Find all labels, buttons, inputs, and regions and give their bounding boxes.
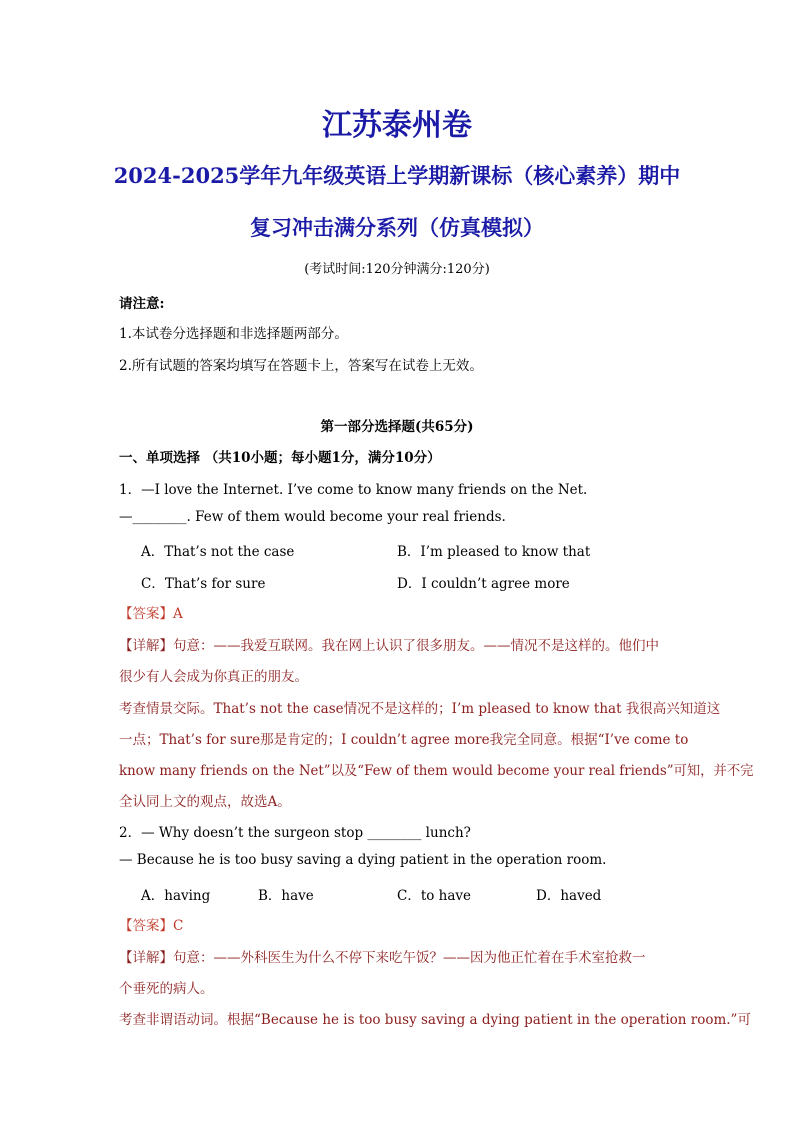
q1-explanation-line3: know many friends on the Net”以及“Few of them would become your real friends”可知，并不完 [119, 763, 754, 779]
section1-heading: 一、单项选择 （共10小题；每小题1分，满分10分） [119, 450, 441, 466]
q1-option-c: C．That’s for sure [141, 576, 266, 592]
q1-explanation-line4: 全认同上文的观点，故选A。 [119, 794, 291, 810]
q1-stem-line1: 1．—I love the Internet. I’ve come to know many friends on the Net. [119, 482, 588, 498]
q2-detail-line1: 【详解】句意：——外科医生为什么不停下来吃午饭？——因为他正忙着在手术室抢救一 [119, 950, 646, 966]
document-title: 江苏泰州卷 [322, 108, 472, 143]
notice-item-1: 1.本试卷分选择题和非选择题两部分。 [119, 326, 348, 342]
notice-item-2: 2.所有试题的答案均填写在答题卡上，答案写在试卷上无效。 [119, 358, 483, 374]
q2-stem-line1: 2．— Why doesn’t the surgeon stop ________ lunch? [119, 825, 471, 841]
q1-option-b: B．I’m pleased to know that [397, 544, 591, 560]
q1-detail-line1: 【详解】句意：——我爱互联网。我在网上认识了很多朋友。——情况不是这样的。他们中 [119, 638, 659, 654]
document-subtitle-line2: 复习冲击满分系列（仿真模拟） [250, 215, 544, 240]
q1-answer: 【答案】A [119, 606, 183, 622]
q2-detail-line2: 个垂死的病人。 [119, 981, 214, 997]
q2-option-a: A．having [141, 888, 211, 904]
q1-stem-line2: —________. Few of them would become your real friends. [119, 509, 506, 525]
notice-heading: 请注意: [119, 296, 165, 312]
q2-answer: 【答案】C [119, 918, 184, 934]
exam-time-info: (考试时间:120分钟满分:120分) [304, 262, 490, 277]
part1-heading: 第一部分选择题(共65分) [320, 419, 474, 435]
q2-option-c: C．to have [397, 888, 472, 904]
q2-option-b: B．have [258, 888, 314, 904]
document-subtitle-line1: 2024-2025学年九年级英语上学期新课标（核心素养）期中 [113, 163, 681, 188]
q2-stem-line2: — Because he is too busy saving a dying patient in the operation room. [119, 852, 607, 868]
q1-explanation-line1: 考查情景交际。That’s not the case情况不是这样的；I’m pleased to know that 我很高兴知道这 [119, 701, 721, 717]
q1-option-d: D．I couldn’t agree more [397, 576, 570, 592]
q2-option-d: D．haved [536, 888, 602, 904]
q1-detail-line2: 很少有人会成为你真正的朋友。 [119, 669, 308, 685]
q2-explanation-line1: 考查非谓语动词。根据“Because he is too busy saving a dying patient in the operation room.”可 [119, 1012, 751, 1028]
q1-explanation-line2: 一点；That’s for sure那是肯定的；I couldn’t agree more我完全同意。根据“I’ve come to [119, 732, 689, 748]
q1-option-a: A．That’s not the case [141, 544, 295, 560]
